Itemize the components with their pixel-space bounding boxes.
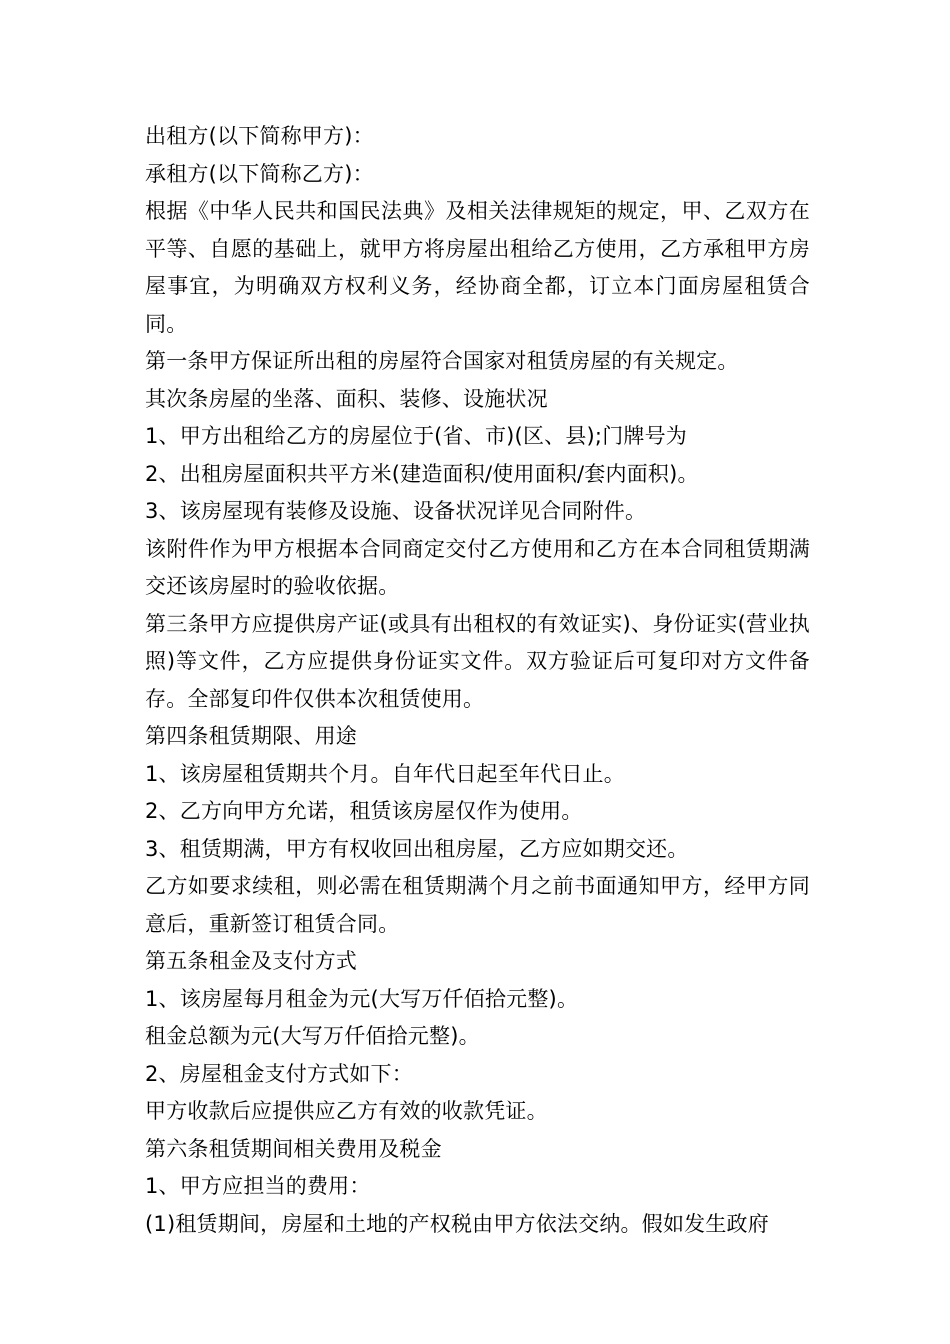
paragraph-article-4-item-3: 3、租赁期满，甲方有权收回出租房屋，乙方应如期交还。 <box>145 836 689 861</box>
paragraph-article-6-item-1-1: (1)租赁期间，房屋和土地的产权税由甲方依法交纳。假如发生政府 <box>145 1211 769 1236</box>
document-body <box>145 118 810 1243</box>
paragraph-article-2-item-2: 2、出租房屋面积共平方米(建造面积/使用面积/套内面积)。 <box>145 461 699 486</box>
paragraph-article-5-receipt: 甲方收款后应提供应乙方有效的收款凭证。 <box>145 1099 548 1123</box>
paragraph-article-2: 其次条房屋的坐落、面积、装修、设施状况 <box>145 386 548 411</box>
paragraph-article-5-item-2: 2、房屋租金支付方式如下： <box>145 1061 413 1086</box>
paragraph-article-1: 第一条甲方保证所出租的房屋符合国家对租赁房屋的有关规定。 <box>145 349 739 373</box>
paragraph-article-6: 第六条租赁期间相关费用及税金 <box>145 1136 442 1161</box>
paragraph-lessor: 出租方(以下简称甲方)： <box>145 124 374 148</box>
paragraph-article-4-item-2: 2、乙方向甲方允诺，租赁该房屋仅作为使用。 <box>145 799 583 823</box>
paragraph-article-4-renewal: 乙方如要求续租，则必需在租赁期满个月之前书面通知甲方，经甲方同意后，重新签订租赁合同。 <box>145 874 810 936</box>
paragraph-article-6-item-1: 1、甲方应担当的费用： <box>145 1174 371 1198</box>
paragraph-article-3: 第三条甲方应提供房产证(或具有出租权的有效证实)、身份证实(营业执照)等文件，乙方应提供身份证实文件。双方验证后可复印对方文件备存。全部复印件仅供本次租赁使用。 <box>145 611 810 711</box>
paragraph-article-5-total: 租金总额为元(大写万仟佰拾元整)。 <box>145 1024 480 1048</box>
paragraph-article-4: 第四条租赁期限、用途 <box>145 724 357 748</box>
paragraph-article-2-item-1: 1、甲方出租给乙方的房屋位于(省、市)(区、县);门牌号为 <box>145 424 688 448</box>
paragraph-article-4-item-1: 1、该房屋租赁期共个月。自年代日起至年代日止。 <box>145 761 625 786</box>
paragraph-lessee: 承租方(以下简称乙方)： <box>145 161 374 186</box>
paragraph-article-5: 第五条租金及支付方式 <box>145 949 357 973</box>
paragraph-preamble: 根据《中华人民共和国民法典》及相关法律规矩的规定，甲、乙双方在平等、自愿的基础上，就甲方将房屋出租给乙方使用，乙方承租甲方房屋事宜，为明确双方权利义务，经协商全都，订立本门面房屋租赁合同。 <box>145 199 810 336</box>
paragraph-article-2-item-3: 3、该房屋现有装修及设施、设备状况详见合同附件。 <box>145 499 647 523</box>
paragraph-article-5-item-1: 1、该房屋每月租金为元(大写万仟佰拾元整)。 <box>145 986 579 1011</box>
paragraph-article-2-attachment: 该附件作为甲方根据本合同商定交付乙方使用和乙方在本合同租赁期满交还该房屋时的验收依据。 <box>145 536 810 598</box>
